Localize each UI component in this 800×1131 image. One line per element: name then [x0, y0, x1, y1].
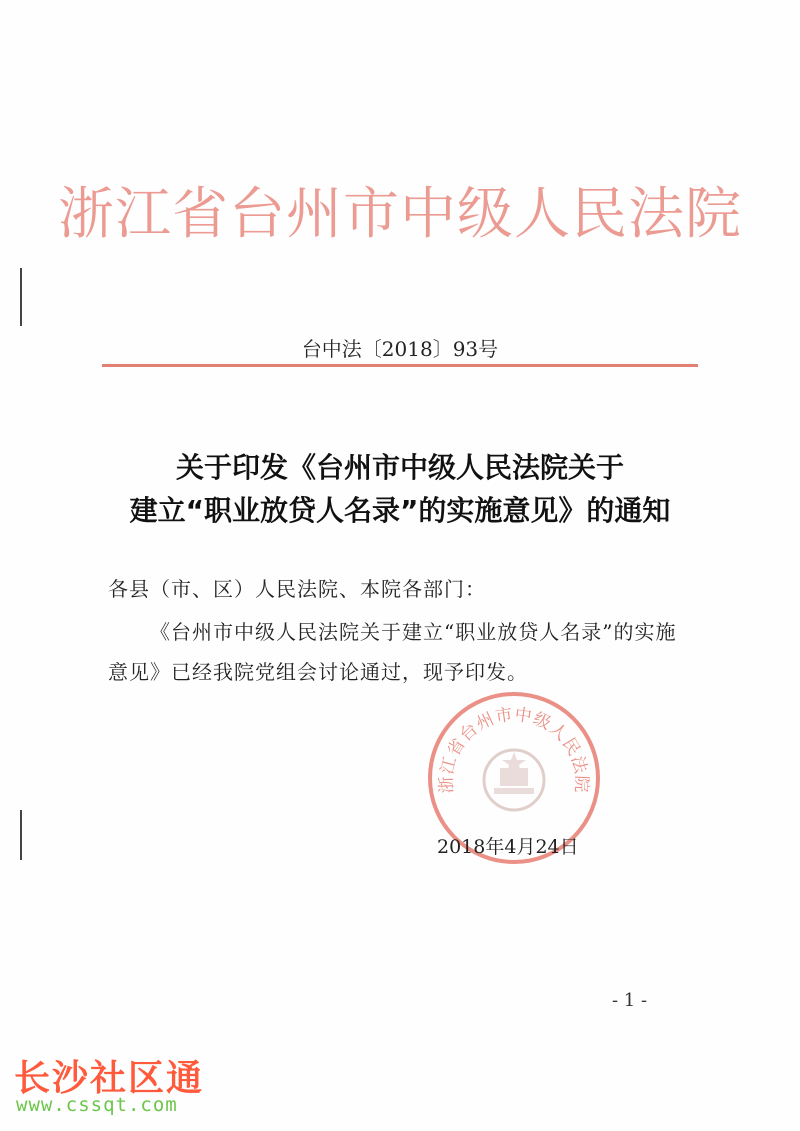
watermark-site-url[interactable]: www.cssqt.com — [16, 1094, 178, 1116]
binding-mark-bottom — [20, 810, 22, 860]
issue-date: 2018年4月24日 — [437, 836, 579, 858]
seal-emblem-icon — [484, 750, 544, 810]
document-number: 台中法〔2018〕93号 — [301, 337, 499, 361]
title-line-1: 关于印发《台州市中级人民法院关于 — [175, 451, 624, 484]
recipient-line: 各县（市、区）人民法院、本院各部门： — [108, 577, 486, 601]
watermark-site-name: 长沙社区通 — [14, 1058, 205, 1099]
seal-arc-text: 浙江省台州市中级人民法院 — [436, 704, 592, 794]
binding-mark-top — [20, 268, 22, 326]
red-separator-rule — [102, 364, 698, 367]
issuer-header: 浙江省台州市中级人民法院 — [58, 182, 742, 247]
page-number: - 1 - — [612, 990, 648, 1011]
body-paragraph-line-1: 《台州市中级人民法院关于建立“职业放贷人名录”的实施 — [150, 620, 677, 644]
title-line-2: 建立“职业放贷人名录”的实施意见》的通知 — [129, 494, 671, 527]
body-paragraph-line-2: 意见》已经我院党组会讨论通过，现予印发。 — [108, 660, 528, 684]
